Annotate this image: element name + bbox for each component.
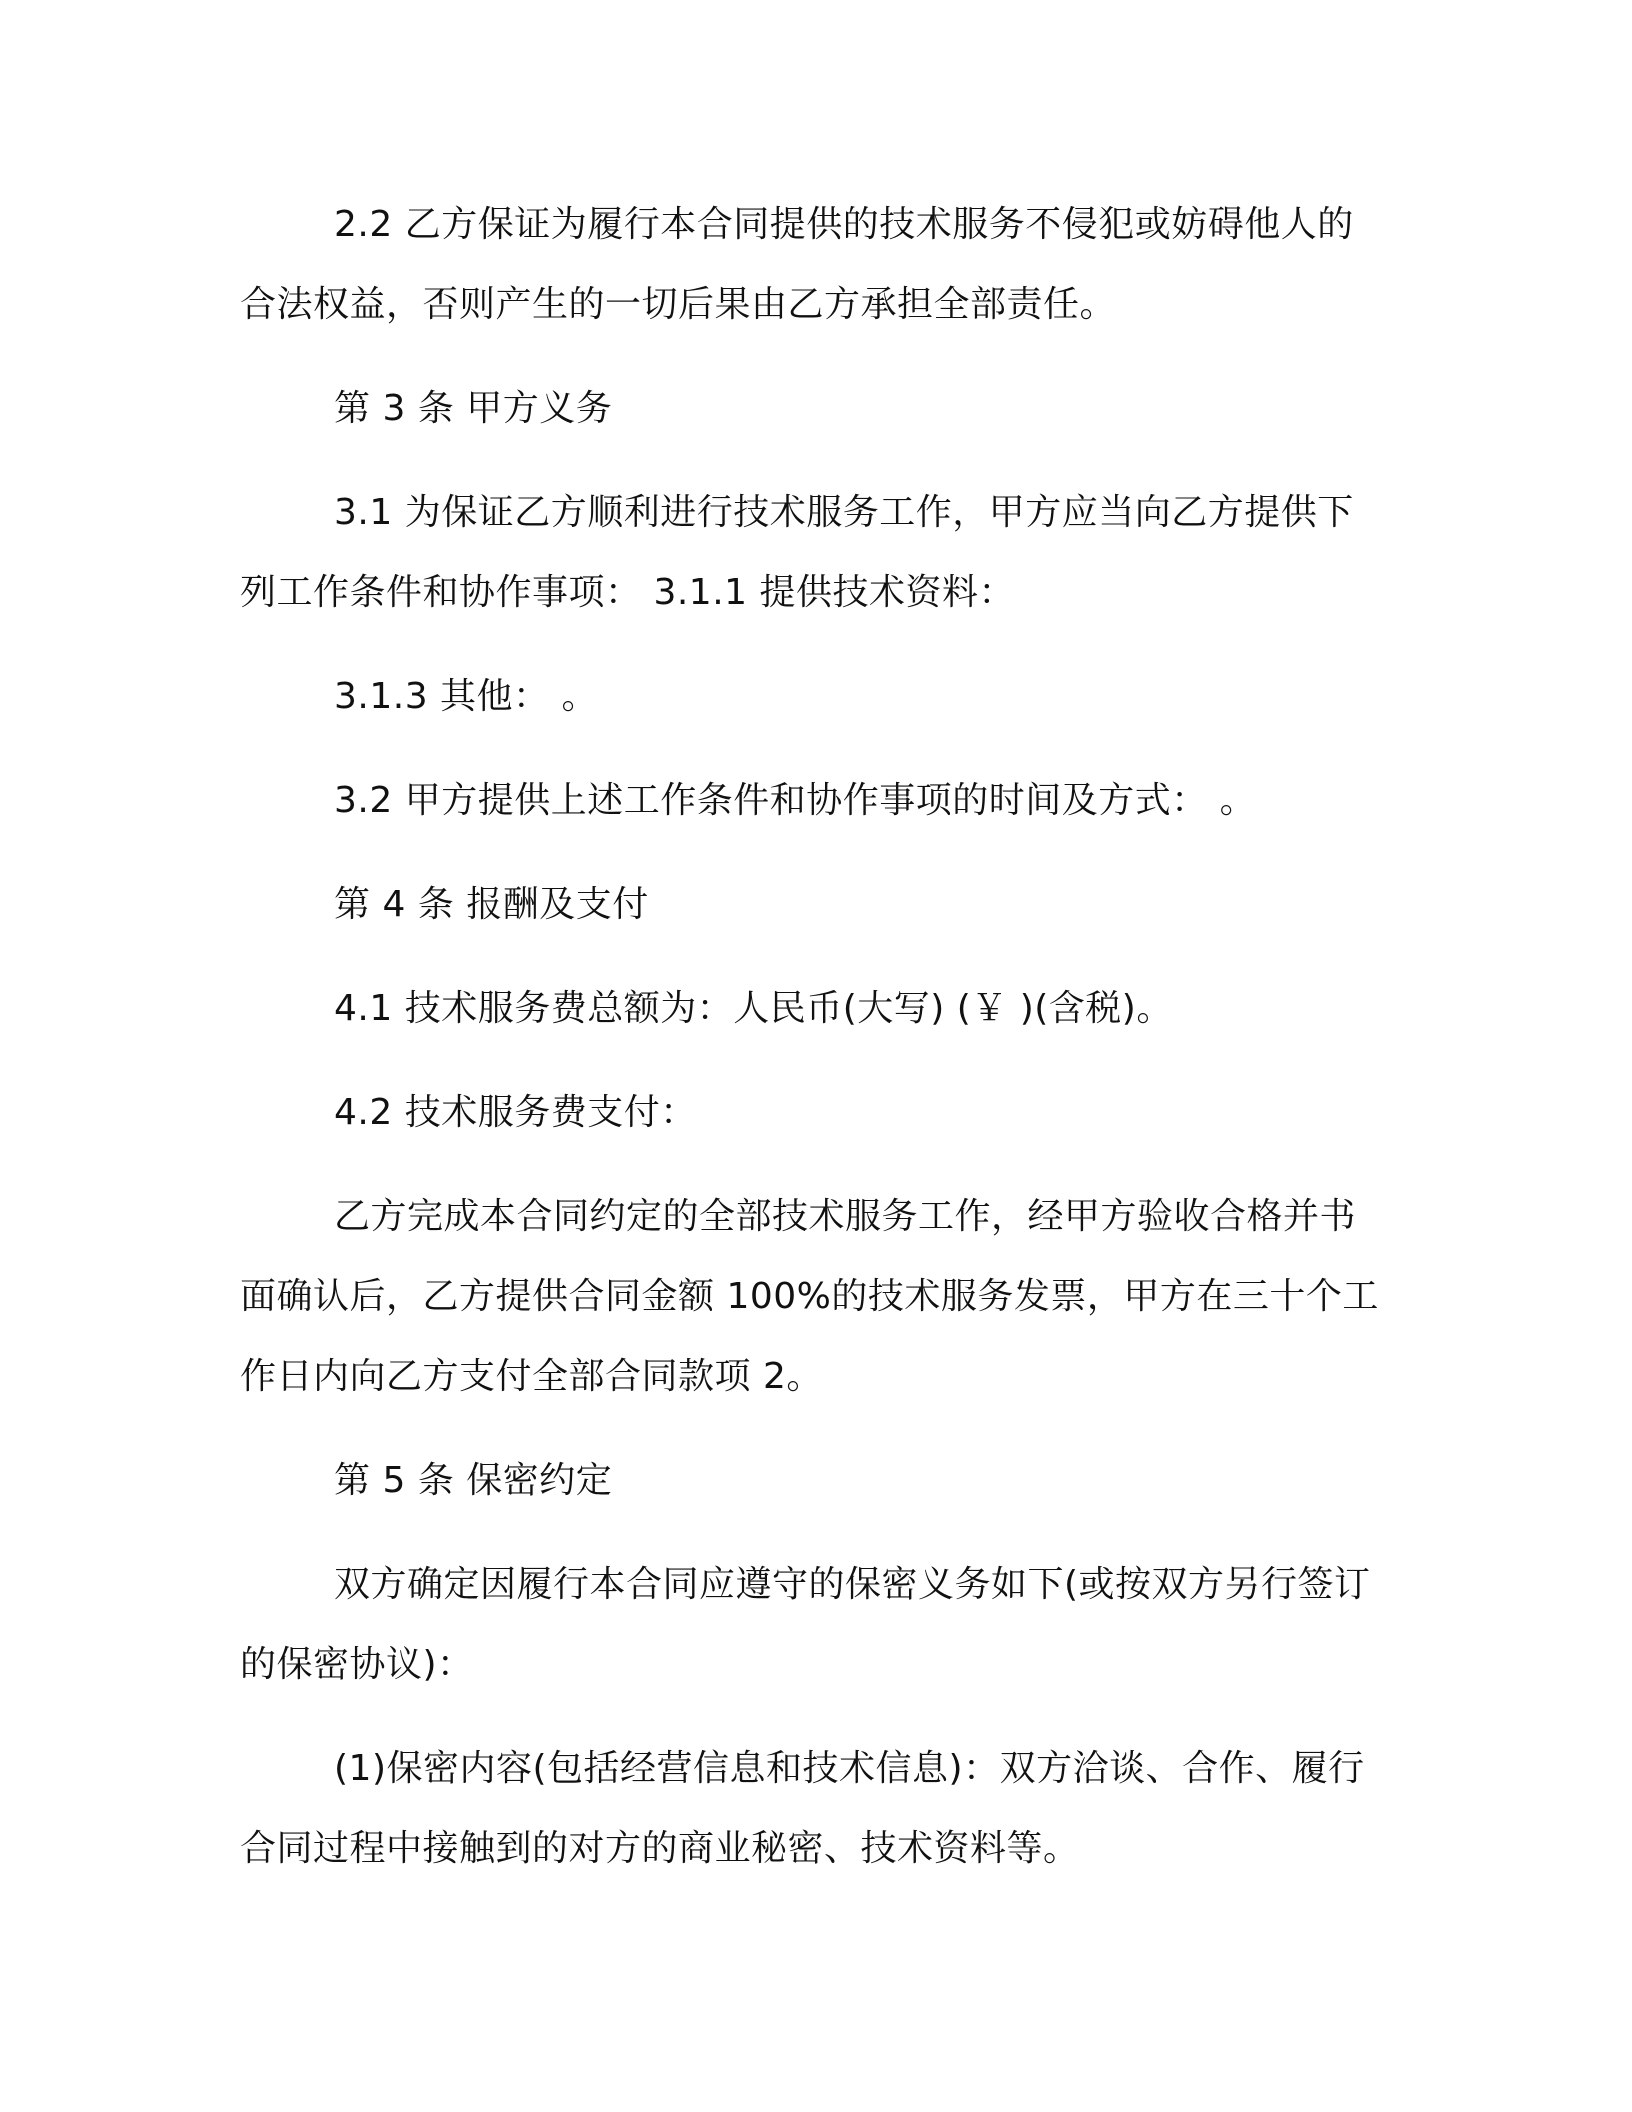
article-4-heading: 第 4 条 报酬及支付	[334, 884, 649, 925]
document-body	[240, 185, 1385, 1913]
confidentiality-intro: 双方确定因履行本合同应遵守的保密义务如下(或按双方另行签订的保密协议)：	[240, 1564, 1371, 1685]
clause-4-1: 4.1 技术服务费总额为：人民币(大写) (￥ )(含税)。	[334, 988, 1173, 1029]
clause-3-1-3: 3.1.3 其他： 。	[334, 676, 598, 717]
payment-terms-paragraph: 乙方完成本合同约定的全部技术服务工作，经甲方验收合格并书面确认后，乙方提供合同金额 100%的技术服务发票，甲方在三十个工作日内向乙方支付全部合同款项 2。	[240, 1196, 1379, 1397]
article-3-heading: 第 3 条 甲方义务	[334, 388, 613, 429]
confidentiality-item-1: (1)保密内容(包括经营信息和技术信息)：双方洽谈、合作、履行合同过程中接触到的对方的商业秘密、技术资料等。	[240, 1748, 1365, 1869]
clause-4-2: 4.2 技术服务费支付：	[334, 1092, 697, 1133]
article-5-heading: 第 5 条 保密约定	[334, 1460, 613, 1501]
clause-3-1: 3.1 为保证乙方顺利进行技术服务工作，甲方应当向乙方提供下列工作条件和协作事项： 3.1.1 提供技术资料：	[240, 492, 1354, 613]
clause-2-2: 2.2 乙方保证为履行本合同提供的技术服务不侵犯或妨碍他人的合法权益，否则产生的一切后果由乙方承担全部责任。	[240, 204, 1354, 325]
clause-3-2: 3.2 甲方提供上述工作条件和协作事项的时间及方式： 。	[334, 780, 1257, 821]
